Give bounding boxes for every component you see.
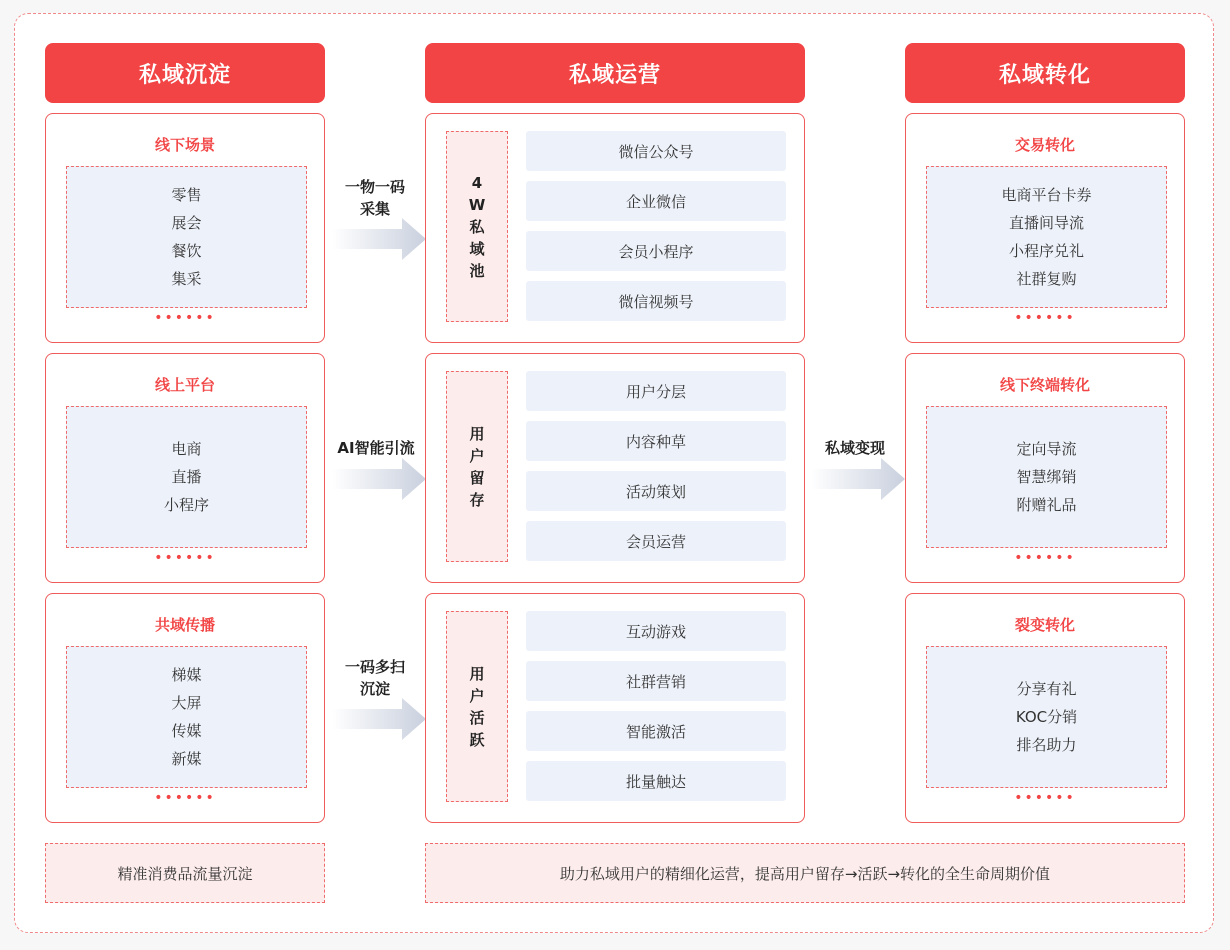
list-item: 社群营销 bbox=[526, 661, 786, 701]
list-item: 传媒 bbox=[171, 722, 202, 740]
list-item: 排名助力 bbox=[1016, 736, 1077, 754]
arrow-label-2: AI智能引流 bbox=[337, 439, 415, 457]
item-list bbox=[66, 166, 307, 308]
list-item: 直播间导流 bbox=[1008, 214, 1084, 232]
vertical-label: 4 W 私 域 池 bbox=[446, 131, 508, 322]
list-item: 电商平台卡券 bbox=[1001, 186, 1092, 204]
card-title: 裂变转化 bbox=[1014, 616, 1075, 634]
list-item: 零售 bbox=[171, 186, 202, 204]
list-item: 定向导流 bbox=[1016, 440, 1077, 458]
list-item: 智能激活 bbox=[526, 711, 786, 751]
more-dots: •••••• bbox=[154, 310, 216, 326]
list-item: 企业微信 bbox=[526, 181, 786, 221]
footer-summary-left: 精准消费品流量沉淀 bbox=[45, 843, 325, 903]
list-item: 展会 bbox=[171, 214, 202, 232]
item-list bbox=[926, 646, 1167, 788]
list-item: 会员小程序 bbox=[526, 231, 786, 271]
item-list bbox=[66, 406, 307, 548]
list-item: 分享有礼 bbox=[1016, 680, 1077, 698]
list-item: 活动策划 bbox=[526, 471, 786, 511]
flow-arrow-right-icon bbox=[332, 698, 426, 740]
list-item: 批量触达 bbox=[526, 761, 786, 801]
card-public-spread bbox=[45, 593, 325, 823]
footer-summary-right: 助力私域用户的精细化运营，提高用户留存→活跃→转化的全生命周期价值 bbox=[425, 843, 1185, 903]
card-title: 线上平台 bbox=[154, 376, 215, 394]
more-dots: •••••• bbox=[154, 550, 216, 566]
list-item: 内容种草 bbox=[526, 421, 786, 461]
card-title: 线下终端转化 bbox=[999, 376, 1090, 394]
list-item: 集采 bbox=[171, 270, 202, 288]
list-item: 互动游戏 bbox=[526, 611, 786, 651]
card-transaction-conversion bbox=[905, 113, 1185, 343]
header-private-operation: 私域运营 bbox=[425, 43, 805, 103]
card-offline-terminal-conversion bbox=[905, 353, 1185, 583]
list-item: 智慧绑销 bbox=[1016, 468, 1077, 486]
item-list bbox=[926, 406, 1167, 548]
list-item: 梯媒 bbox=[171, 666, 202, 684]
list-item: 小程序兑礼 bbox=[1008, 242, 1084, 260]
card-online-platforms bbox=[45, 353, 325, 583]
arrow-label-1: 一物一码 采集 bbox=[344, 178, 405, 218]
more-dots: •••••• bbox=[154, 790, 216, 806]
header-private-conversion: 私域转化 bbox=[905, 43, 1185, 103]
arrow-label-3: 一码多扫 沉淀 bbox=[344, 658, 405, 698]
more-dots: •••••• bbox=[1014, 310, 1076, 326]
list-item: 微信视频号 bbox=[526, 281, 786, 321]
list-item: 小程序 bbox=[163, 496, 209, 514]
more-dots: •••••• bbox=[1014, 550, 1076, 566]
flow-arrow-right-icon bbox=[332, 218, 426, 260]
vertical-label: 用 户 活 跃 bbox=[446, 611, 508, 802]
item-list bbox=[66, 646, 307, 788]
more-dots: •••••• bbox=[1014, 790, 1076, 806]
item-list bbox=[926, 166, 1167, 308]
card-title: 共域传播 bbox=[154, 616, 215, 634]
list-item: 会员运营 bbox=[526, 521, 786, 561]
list-item: 直播 bbox=[171, 468, 202, 486]
list-item: 附赠礼品 bbox=[1016, 496, 1077, 514]
card-user-activity bbox=[425, 593, 805, 823]
card-user-retention bbox=[425, 353, 805, 583]
list-item: 微信公众号 bbox=[526, 131, 786, 171]
list-item: KOC分销 bbox=[1015, 708, 1078, 726]
vertical-label: 用 户 留 存 bbox=[446, 371, 508, 562]
card-title: 交易转化 bbox=[1014, 136, 1075, 154]
list-item: 大屏 bbox=[171, 694, 202, 712]
list-item: 新媒 bbox=[171, 750, 202, 768]
list-item: 电商 bbox=[171, 440, 202, 458]
card-4w-private-pool bbox=[425, 113, 805, 343]
card-title: 线下场景 bbox=[154, 136, 215, 154]
flow-arrow-right-icon bbox=[811, 458, 905, 500]
list-item: 用户分层 bbox=[526, 371, 786, 411]
arrow-label-4: 私域变现 bbox=[824, 439, 885, 457]
list-item: 餐饮 bbox=[171, 242, 202, 260]
list-item: 社群复购 bbox=[1016, 270, 1077, 288]
card-offline-scenes bbox=[45, 113, 325, 343]
card-fission-conversion bbox=[905, 593, 1185, 823]
header-private-accumulation: 私域沉淀 bbox=[45, 43, 325, 103]
flow-arrow-right-icon bbox=[332, 458, 426, 500]
